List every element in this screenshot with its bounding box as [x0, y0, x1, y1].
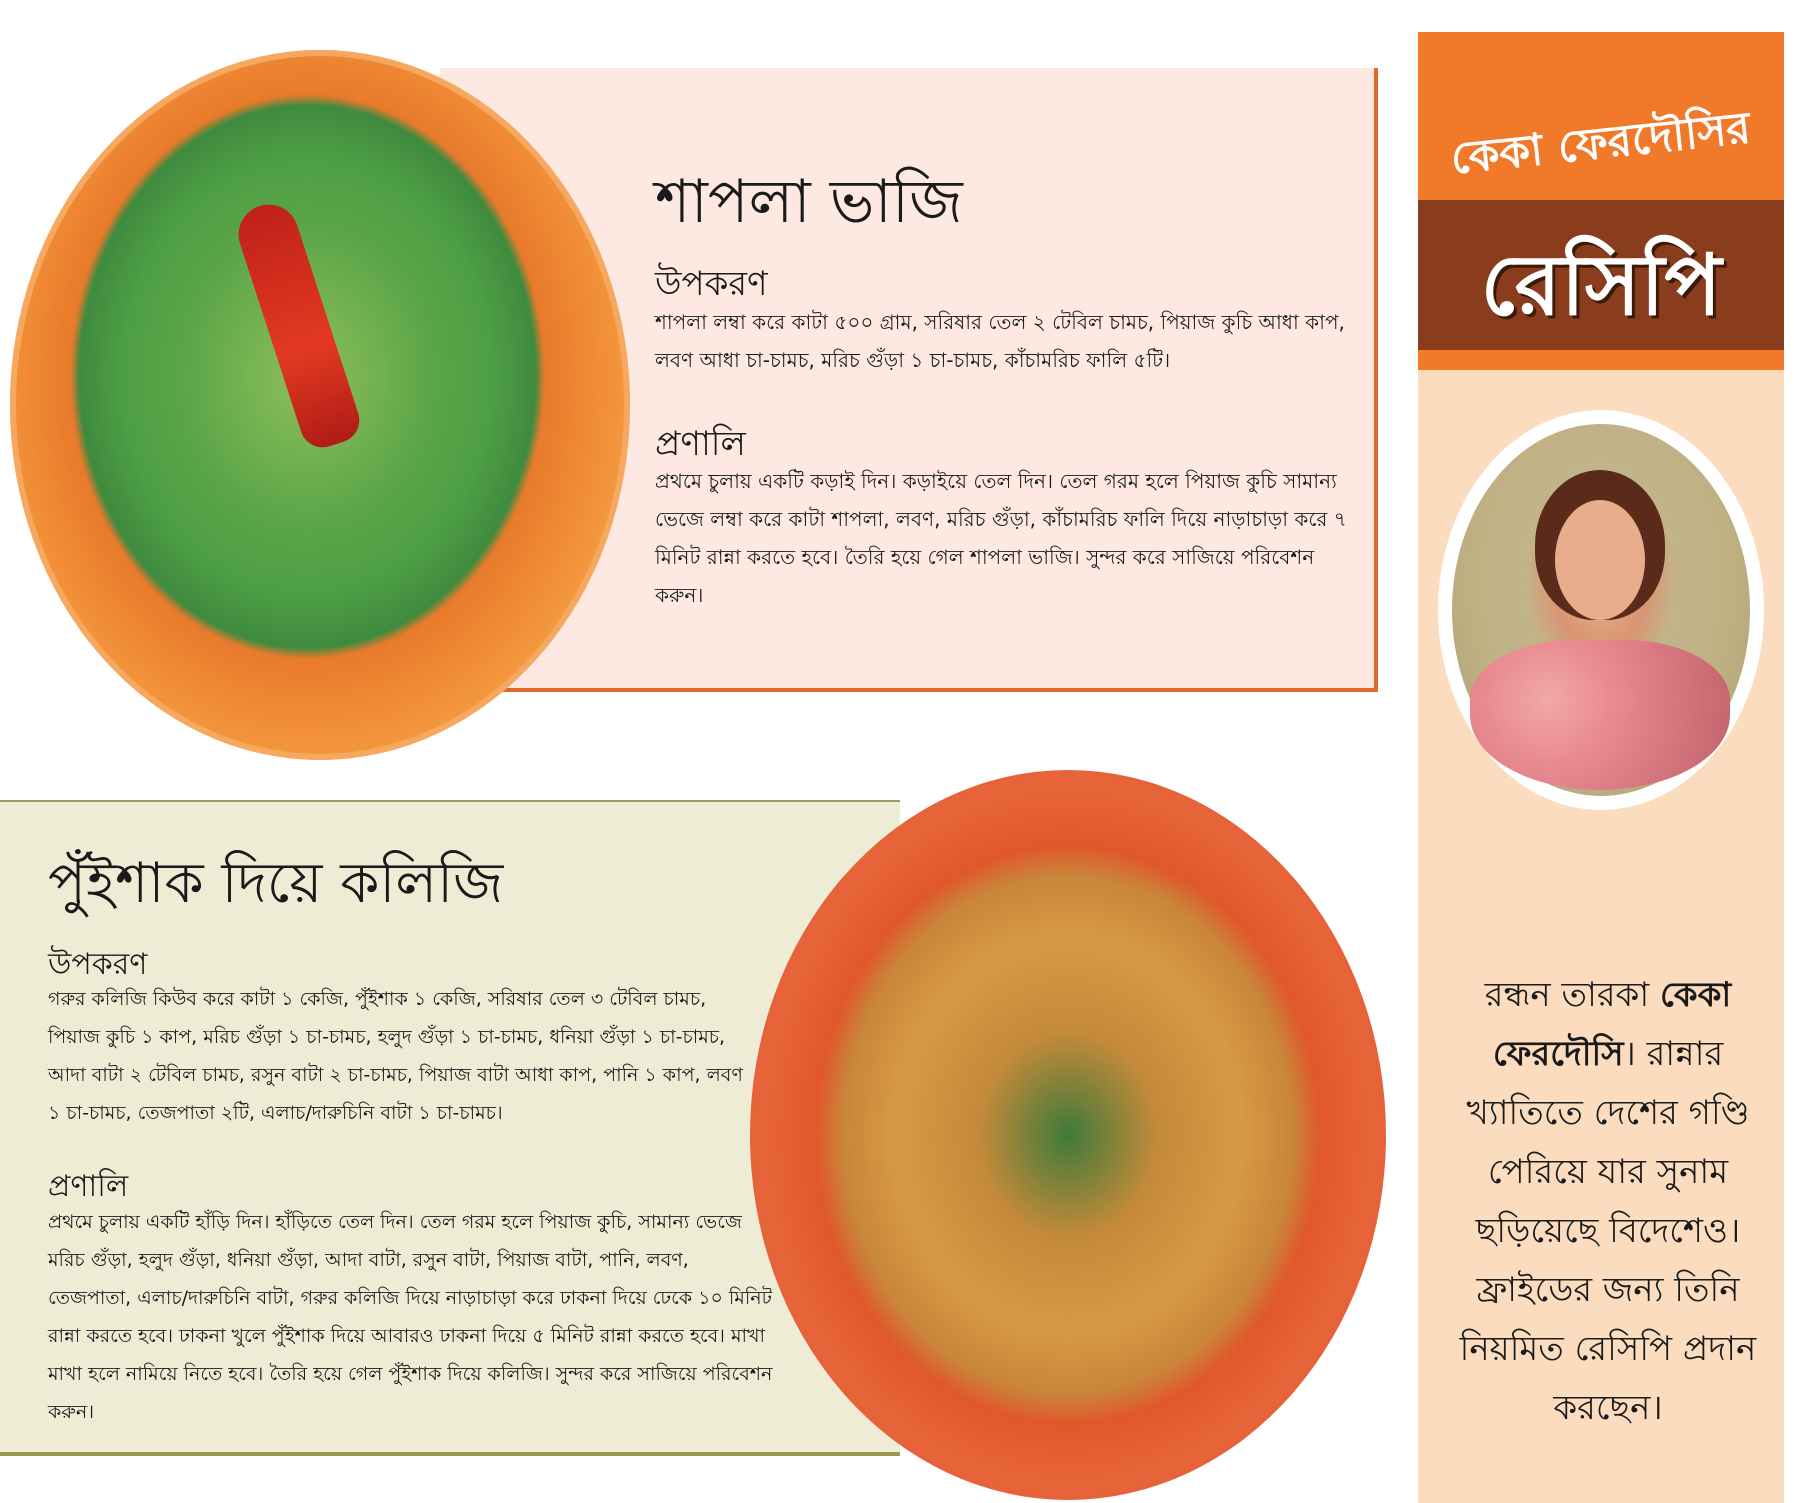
bio-intro: রন্ধন তারকা [1484, 975, 1661, 1015]
recipe2-title: পুঁইশাক দিয়ে কলিজি [48, 851, 504, 916]
bio-text: । রান্নার খ্যাতিতে দেশের গণ্ডি পেরিয়ে যার সুনাম ছড়িয়েছে বিদেশেও। ফ্রাইডের জন্য তিনি নিয়মিত রেসিপি প্রদান করছেন। [1459, 1034, 1757, 1428]
recipe2-ingredients-heading: উপকরণ [48, 947, 148, 982]
bio-author-name: কেকা ফেরদৌসি [1492, 975, 1732, 1074]
recipe1-method: প্রথমে চুলায় একটি কড়াই দিন। কড়াইয়ে তেল দিন। তেল গরম হলে পিয়াজ কুচি সামান্য ভেজে লম্বা করে কাটা শাপলা, লবণ, মরিচ গুঁড়া, কাঁচামরিচ ফালি দিয়ে নাড়াচাড়া করে ৭ মিনিট রান্না করতে হবে। তৈরি হয়ে গেল শাপলা ভাজি। সুন্দর করে সাজিয়ে পরিবেশন করুন। [655, 469, 1347, 607]
brand-byline: কেকা ফেরদৌসির [1448, 102, 1753, 185]
portrait-sari [1470, 640, 1730, 790]
author-bio [1458, 966, 1758, 1438]
puishak-kaliji-photo [750, 770, 1386, 1500]
recipe1-method-heading: প্রণালি [655, 424, 746, 464]
recipe2-method: প্রথমে চুলায় একটি হাঁড়ি দিন। হাঁড়িতে তেল দিন। তেল গরম হলে পিয়াজ কুচি, সামান্য ভেজে মরিচ গুঁড়া, হলুদ গুঁড়া, ধনিয়া গুঁড়া, আদা বাটা, রসুন বাটা, পিয়াজ বাটা, পানি, লবণ, তেজপাতা, এলাচ/দারুচিনি বাটা, গরুর কলিজি দিয়ে নাড়াচাড়া করে ঢাকনা দিয়ে ঢেকে ১০ মিনিট রান্না করতে হবে। ঢাকনা খুলে পুঁইশাক দিয়ে আবারও ঢাকনা দিয়ে ৫ মিনিট রান্না করতে হবে। মাখা মাখা হলে নামিয়ে নিতে হবে। তৈরি হয়ে গেল পুঁইশাক দিয়ে কলিজি। সুন্দর করে সাজিয়ে পরিবেশন করুন। [48, 1211, 773, 1423]
recipe1-ingredients: শাপলা লম্বা করে কাটা ৫০০ গ্রাম, সরিষার তেল ২ টেবিল চামচ, পিয়াজ কুচি আধা কাপ, লবণ আধা চা-চামচ, মরিচ গুঁড়া ১ চা-চামচ, কাঁচামরিচ ফালি ৫টি। [655, 310, 1345, 372]
recipe1-title: শাপলা ভাজি [655, 167, 963, 237]
portrait-face [1555, 500, 1645, 620]
recipe2-ingredients: গরুর কলিজি কিউব করে কাটা ১ কেজি, পুঁইশাক ১ কেজি, সরিষার তেল ৩ টেবিল চামচ, পিয়াজ কুচি ১ কাপ, মরিচ গুঁড়া ১ চা-চামচ, হলুদ গুঁড়া ১ চা-চামচ, ধনিয়া গুঁড়া ১ চা-চামচ, আদা বাটা ২ টেবিল চামচ, রসুন বাটা ২ চা-চামচ, পিয়াজ বাটা আধা কাপ, পানি ১ কাপ, লবণ ১ চা-চামচ, তেজপাতা ২টি, এলাচ/দারুচিনি বাটা ১ চা-চামচ। [48, 988, 743, 1124]
recipe2-method-heading: প্রণালি [48, 1169, 129, 1204]
brand-title: রেসিপি [1480, 236, 1722, 334]
recipe1-ingredients-heading: উপকরণ [655, 264, 768, 304]
